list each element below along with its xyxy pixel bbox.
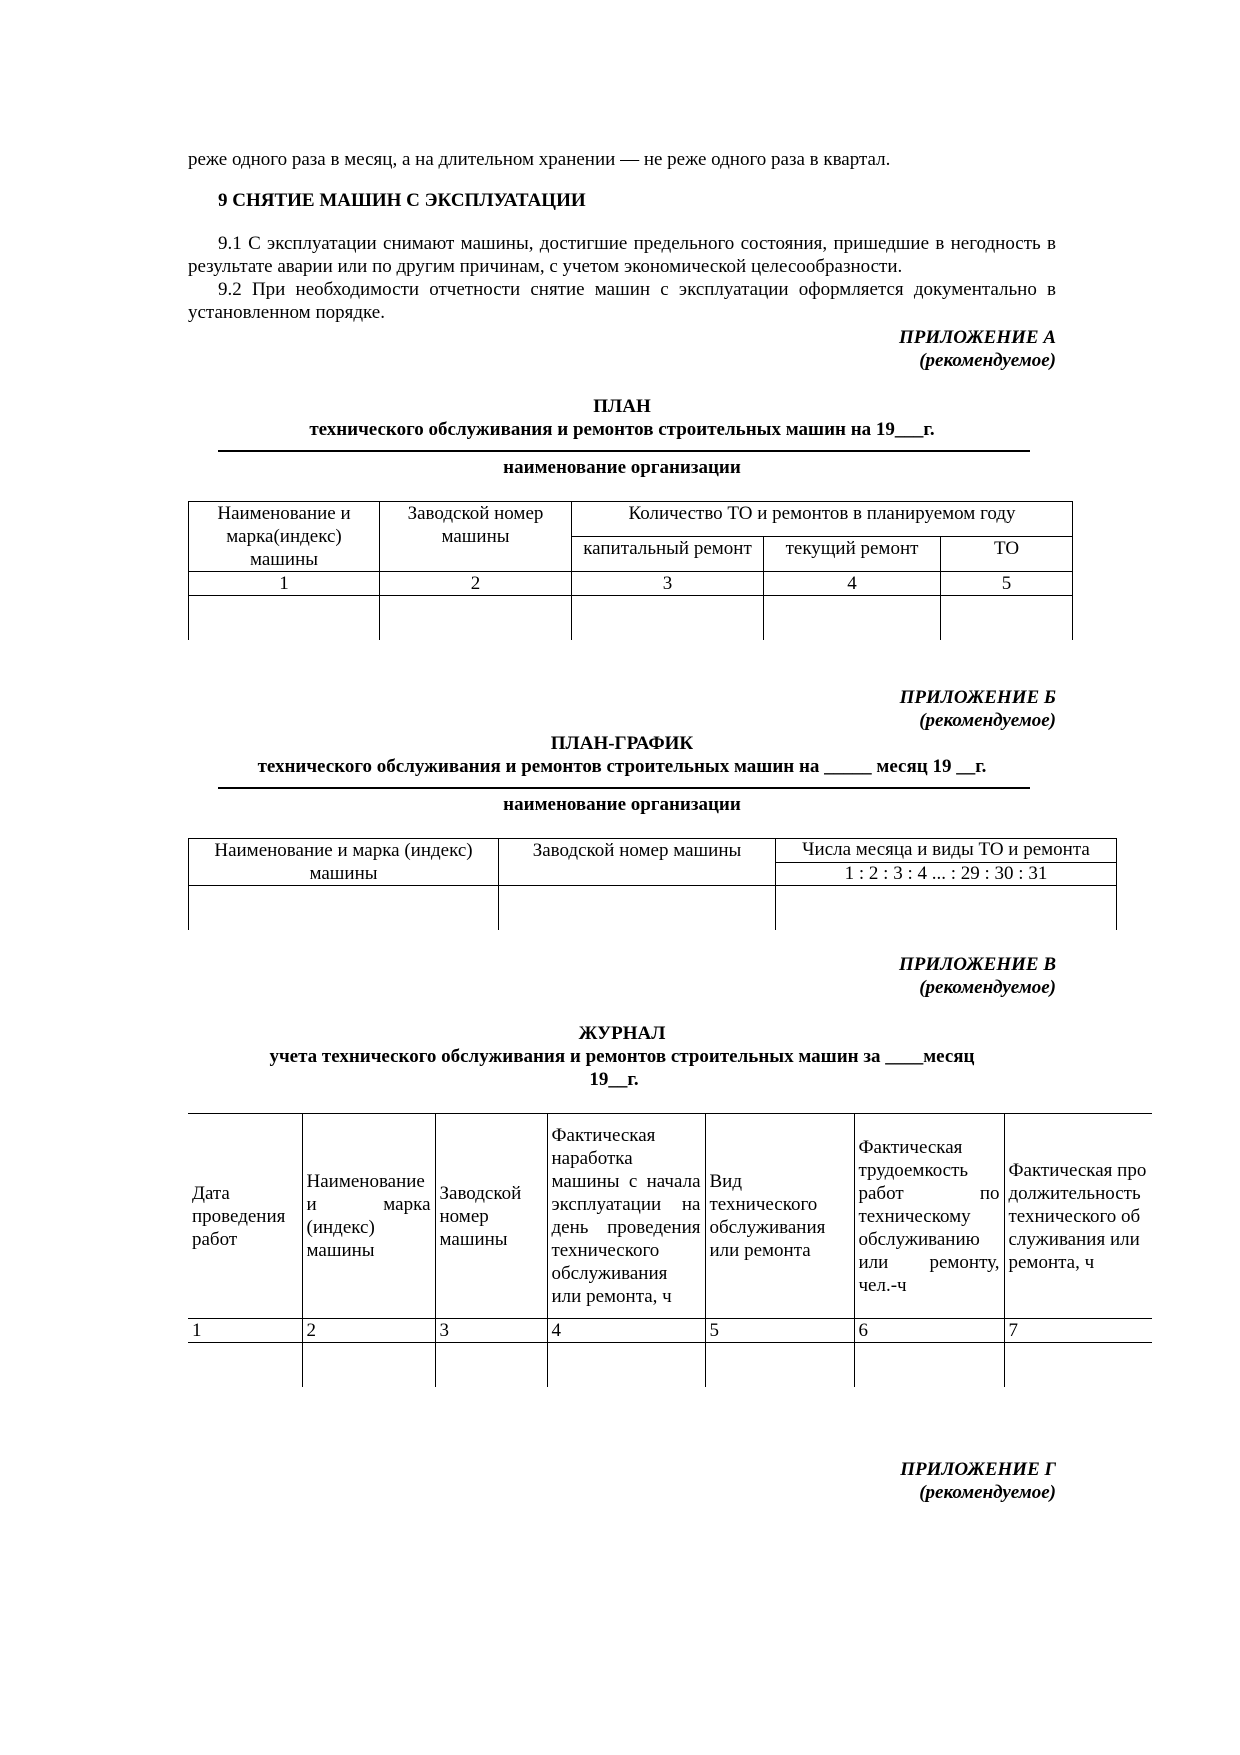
plan-col-capital: капитальный ремонт [572,537,764,572]
journal-col-type: Вид технического обслуживания или ремонта [705,1114,854,1319]
appendix-v-label: ПРИЛОЖЕНИЕ В [899,954,1056,975]
journal-table [188,1113,1152,1387]
appendix-g-note: (рекомендуемое) [919,1482,1056,1503]
journal-num: 7 [1004,1319,1152,1343]
appendix-v-note: (рекомендуемое) [919,977,1056,998]
table-cell [941,596,1073,641]
appendix-b-label: ПРИЛОЖЕНИЕ Б [899,687,1056,708]
plan-num: 4 [764,572,941,596]
journal-num: 2 [302,1319,435,1343]
appendix-v-title: ЖУРНАЛ [578,1023,666,1044]
journal-num: 6 [854,1319,1004,1343]
appendix-b-title: ПЛАН-ГРАФИК [550,733,694,754]
plan-table [188,501,1073,640]
schedule-col-name: Наименование и марка (индекс) машины [189,839,499,886]
table-cell [499,886,776,931]
plan-col-to: ТО [941,537,1073,572]
section-heading: 9 СНЯТИЕ МАШИН С ЭКСПЛУАТАЦИИ [218,190,586,211]
organization-line [218,787,1030,789]
document-page [188,148,1147,1504]
appendix-v-subtitle-2: 19__г. [589,1069,639,1090]
plan-num: 2 [380,572,572,596]
table-row [189,886,1117,931]
paragraph-9-2: 9.2 При необходимости отчетности снятие машин с эксплуатации оформляется документально в установленном порядке. [188,279,1056,323]
journal-num: 5 [705,1319,854,1343]
plan-num: 5 [941,572,1073,596]
plan-col-group: Количество ТО и ремонтов в планируемом году [572,502,1073,537]
continuation-text: реже одного раза в месяц, а на длительном хранении — не реже одного раза в квартал. [188,149,891,170]
table-cell [547,1343,705,1388]
organization-caption: наименование организации [503,794,741,815]
table-cell [776,886,1117,931]
schedule-table [188,838,1117,930]
journal-num: 4 [547,1319,705,1343]
organization-caption: наименование организации [503,457,741,478]
journal-col-machine: Наименование и марка (индекс) машины [302,1114,435,1319]
journal-col-hours: Фактическая наработка машины с начала эксплуатации на день проведения технического обслуживания или ремонта, ч [547,1114,705,1319]
journal-col-serial: Заводской номер машины [435,1114,547,1319]
appendix-a-title: ПЛАН [593,396,651,417]
schedule-col-serial: Заводской номер машины [499,839,776,886]
appendix-a-note: (рекомендуемое) [919,350,1056,371]
paragraph-9-1: 9.1 С эксплуатации снимают машины, достигшие предельного состояния, пришедшие в негодность в результате аварии или по другим причинам, с учетом экономической целесообразности. [188,233,1056,277]
table-cell [189,886,499,931]
journal-num: 1 [188,1319,302,1343]
table-row [189,596,1073,641]
table-cell [380,596,572,641]
plan-col-current: текущий ремонт [764,537,941,572]
plan-num: 1 [189,572,380,596]
table-cell [1004,1343,1152,1388]
appendix-v-subtitle-1: учета технического обслуживания и ремонтов строительных машин за ____месяц [269,1046,975,1067]
plan-col-serial: Заводской номер машины [380,502,572,572]
organization-line [218,450,1030,452]
schedule-col-days-sub: 1 : 2 : 3 : 4 ... : 29 : 30 : 31 [776,862,1117,886]
appendix-b-note: (рекомендуемое) [919,710,1056,731]
appendix-b-subtitle: технического обслуживания и ремонтов строительных машин на _____ месяц 19 __г. [257,756,987,777]
appendix-g-label: ПРИЛОЖЕНИЕ Г [900,1459,1056,1480]
journal-col-date: Дата проведения работ [188,1114,302,1319]
journal-num: 3 [435,1319,547,1343]
plan-col-name: Наименование и марка(индекс) машины [189,502,380,572]
table-cell [435,1343,547,1388]
table-cell [189,596,380,641]
table-row [188,1343,1152,1388]
appendix-a-subtitle: технического обслуживания и ремонтов строительных машин на 19___г. [309,419,935,440]
journal-col-duration: Фактическая продолжительность технического обслуживания или ремонта, ч [1004,1114,1152,1319]
table-cell [188,1343,302,1388]
schedule-col-days: Числа месяца и виды ТО и ремонта [776,839,1117,863]
plan-num: 3 [572,572,764,596]
table-cell [572,596,764,641]
table-cell [705,1343,854,1388]
table-cell [764,596,941,641]
table-cell [302,1343,435,1388]
journal-col-labor: Фактическая трудоемкость работ по техническому обслуживанию или ремонту, чел.-ч [854,1114,1004,1319]
appendix-a-label: ПРИЛОЖЕНИЕ А [899,327,1056,348]
table-cell [854,1343,1004,1388]
